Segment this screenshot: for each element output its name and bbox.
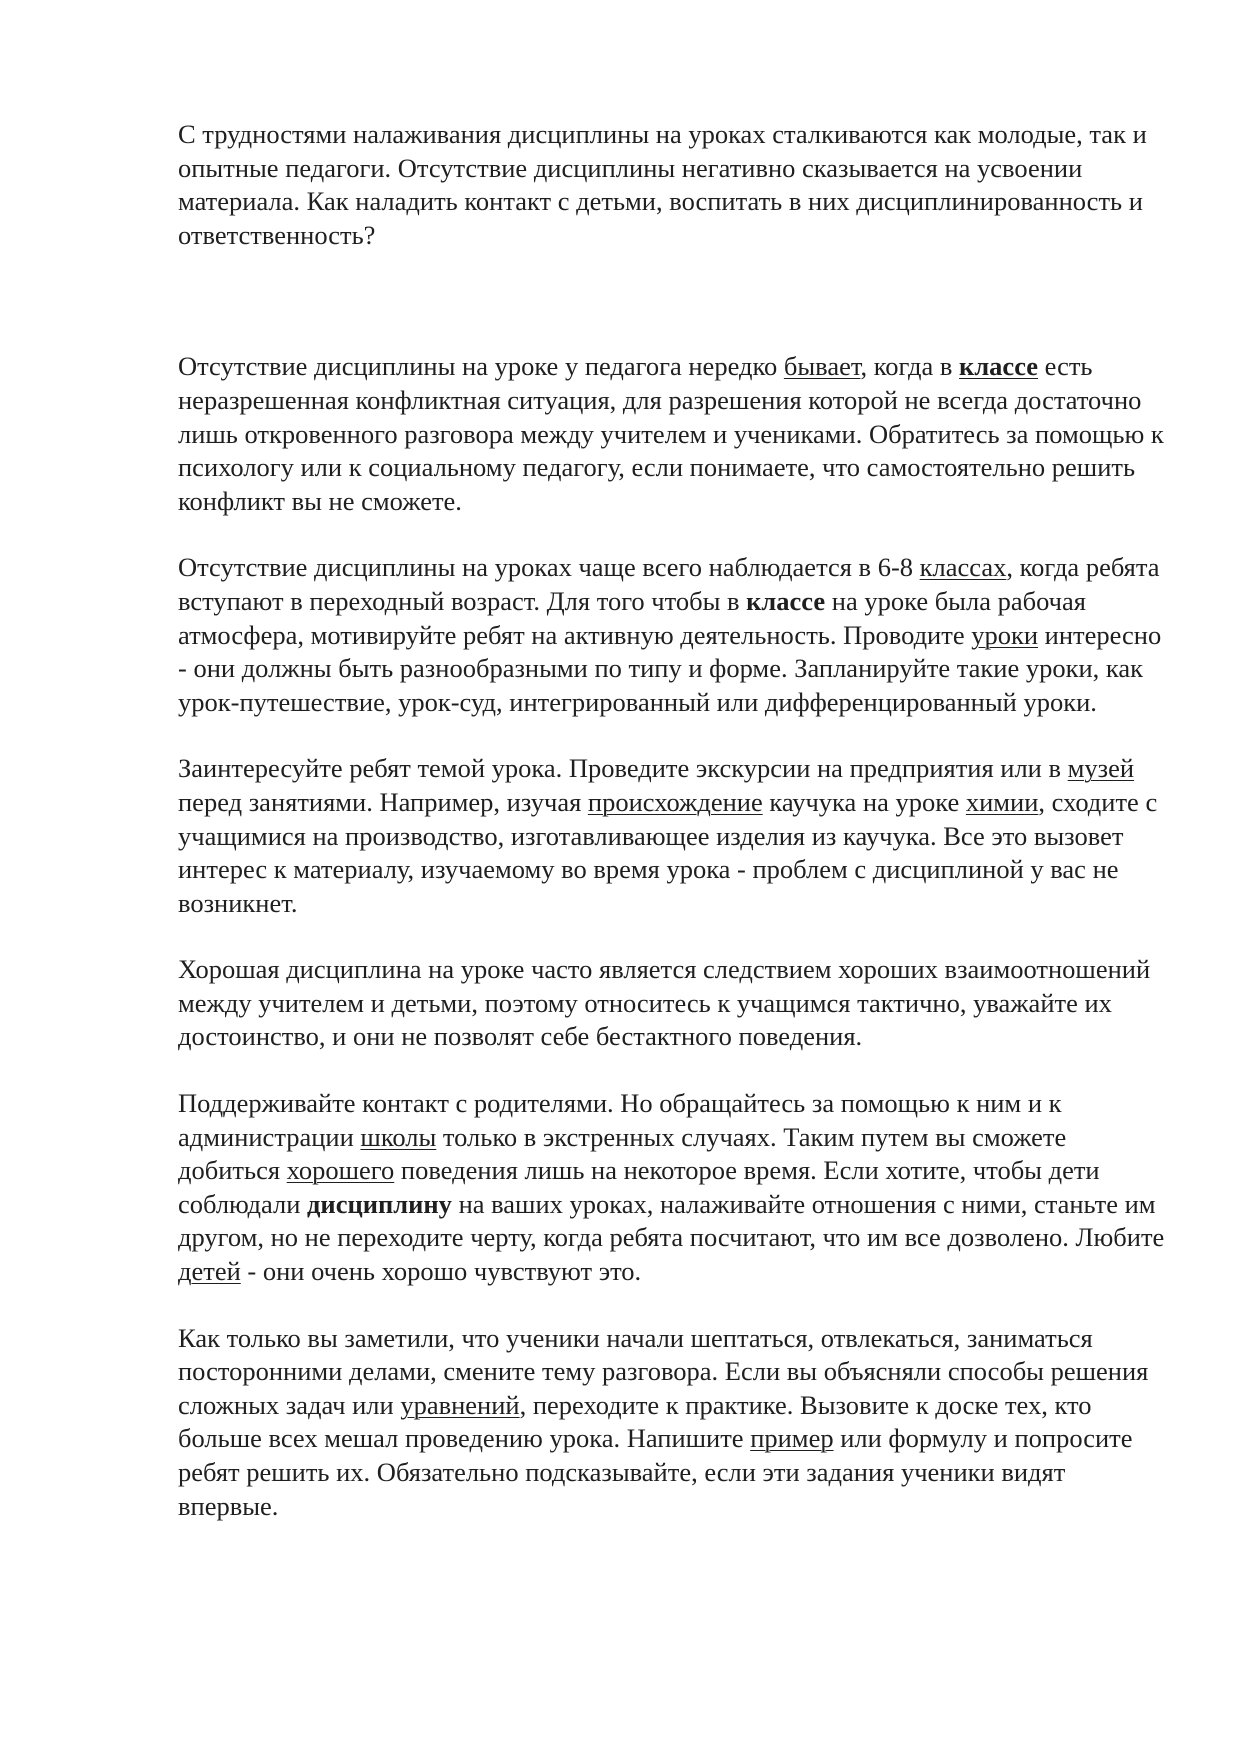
paragraph-text: , сходите с учащимися на производство, изготавливающее изделия из каучука. Все это вызовет интерес к материалу, изучаемому во время урока - проблем с дисциплиной у вас не возникнет. <box>178 786 1158 918</box>
paragraph-text: есть неразрешенная конфликтная ситуация, для разрешения которой не всегда достаточно лишь откровенного разговора между учителем и учениками. Обратитесь за помощью к психологу или к социальному педагогу, если понимаете, что самостоятельно решить конфликт вы не сможете. <box>178 351 1164 516</box>
document-body <box>178 118 1168 1523</box>
paragraph-text: каучука на уроке <box>762 786 966 817</box>
paragraph-intro <box>178 118 1168 252</box>
paragraph-text: поведения лишь на некоторое время. Если хотите, чтобы дети соблюдали <box>178 1155 1100 1219</box>
bold-disciplinu: дисциплину <box>307 1188 452 1219</box>
link-himii[interactable]: химии <box>965 786 1039 817</box>
paragraph-relations <box>178 953 1168 1054</box>
paragraph-parents <box>178 1087 1168 1289</box>
link-muzey[interactable]: музей <box>1067 753 1135 784</box>
link-horoshego[interactable]: хорошего <box>286 1155 395 1186</box>
paragraph-text: или формулу и попросите ребят решить их. Обязательно подсказывайте, если эти задания ученики видят впервые. <box>178 1423 1133 1521</box>
paragraph-text: , когда в <box>860 351 960 382</box>
paragraph-text: Поддерживайте контакт с родителями. Но обращайтесь за помощью к ним и к администрации <box>178 1088 1062 1152</box>
bold-klasse: классе <box>746 585 826 616</box>
paragraph-text: на уроке была рабочая атмосфера, мотивируйте ребят на активную деятельность. Проводите <box>178 585 1086 650</box>
link-shkoly[interactable]: школы <box>360 1121 437 1152</box>
paragraph-text: перед занятиями. Например, изучая <box>178 786 588 817</box>
paragraph-text: - они очень хорошо чувствуют это. <box>240 1256 642 1287</box>
paragraph-text: С трудностями налаживания дисциплины на уроках сталкиваются как молодые, так и опытные педагоги. Отсутствие дисциплины негативно сказывается на усвоении материала. Как наладить контакт с детьми, воспитать в них дисциплинированность и ответственность? <box>178 119 1147 250</box>
paragraph-text: , переходите к практике. Вызовите к доске тех, кто больше всех мешал проведению урока. Напишите <box>178 1389 1092 1454</box>
paragraph-age <box>178 551 1168 719</box>
paragraph-text: только в экстренных случаях. Таким путем вы сможете добиться <box>178 1121 1067 1186</box>
paragraph-text: интересно - они должны быть разнообразными по типу и форме. Запланируйте такие уроки, как урок-путешествие, урок-суд, интегрированный или дифференцированный уроки. <box>178 619 1162 717</box>
link-byvaet[interactable]: бывает <box>783 351 861 382</box>
link-klasse[interactable]: классе <box>959 351 1039 382</box>
link-primer[interactable]: пример <box>750 1423 834 1454</box>
link-uroki[interactable]: уроки <box>971 619 1039 650</box>
paragraph-text: , когда ребята вступают в переходный возраст. Для того чтобы в <box>178 552 1160 616</box>
paragraph-conflict <box>178 350 1168 518</box>
paragraph-text: Хорошая дисциплина на уроке часто является следствием хороших взаимоотношений между учителем и детьми, поэтому относитесь к учащимся тактично, уважайте их достоинство, и они не позволят себе бестактного поведения. <box>178 954 1151 1052</box>
paragraph-text: на ваших уроках, налаживайте отношения с ними, станьте им другом, но не переходите черту, когда ребята посчитают, что им все дозволено. Любите <box>178 1188 1165 1253</box>
paragraph-text: Отсутствие дисциплины на уроках чаще всего наблюдается в 6-8 <box>178 552 920 583</box>
link-uravneniy[interactable]: уравнений <box>400 1389 520 1420</box>
link-detey[interactable]: детей <box>178 1256 241 1287</box>
paragraph-practice <box>178 1322 1168 1524</box>
link-klassah[interactable]: классах <box>919 552 1007 583</box>
link-proishozhdenie[interactable]: происхождение <box>587 786 763 817</box>
paragraph-interest <box>178 752 1168 920</box>
paragraph-text: Отсутствие дисциплины на уроке у педагога нередко <box>178 351 784 382</box>
paragraph-text: Заинтересуйте ребят темой урока. Проведите экскурсии на предприятия или в <box>178 753 1068 784</box>
paragraph-text: Как только вы заметили, что ученики начали шептаться, отвлекаться, заниматься посторонними делами, смените тему разговора. Если вы объясняли способы решения сложных задач или <box>178 1322 1149 1420</box>
